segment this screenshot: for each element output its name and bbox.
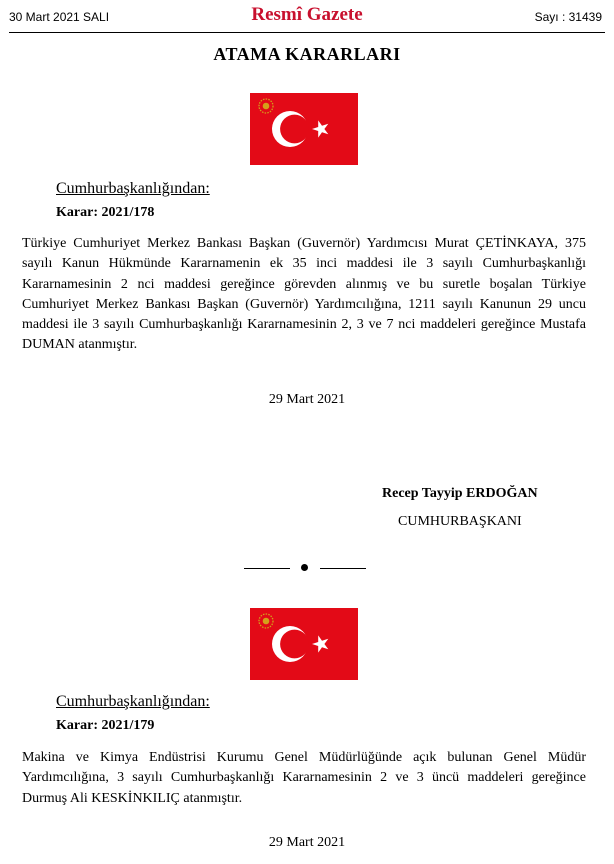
decision-2-number: Karar: 2021/179 [56,718,155,733]
decision-2-body: Makina ve Kimya Endüstrisi Kurumu Genel Müdürlüğünde açık bulunan Genel Müdür Yardımcılığına, 3 sayılı Cumhurbaşkanlığı Kararnamesinin 2 ve 3 üncü maddeleri gereğince Durmuş Ali KESKİNKILIÇ atanmıştır. [22,750,586,806]
decision-1-date: 29 Mart 2021 [268,392,346,407]
decision-1-body: Türkiye Cumhuriyet Merkez Bankası Başkan (Guvernör) Yardımcısı Murat ÇETİNKAYA, 375 sayılı Kanun Hükmünde Kararnamenin ek 35 inci maddesi ile 3 sayılı Cumhurbaşkanlığı Kararnamesinin 2 nci maddesi gereğince görevden alınmış ve bu suretle boşalan Türkiye Cumhuriyet Merkez Bankası Başkan (Guvernör) Yardımcılığına, 1211 sayılı Kanunun 29 uncu maddesi ile 3 sayılı Cumhurbaşkanlığı Kararnamesinin 2, 3 ve 7 nci maddeleri gereğince Mustafa DUMAN atanmıştır. [22,236,586,353]
separator-line-left [244,568,290,569]
decision-1-number: Karar: 2021/178 [56,205,155,220]
header-date: 30 Mart 2021 SALI [9,10,110,24]
separator [244,563,366,573]
gazette-title: Resmî Gazete [251,4,363,25]
signature-name: Recep Tayyip ERDOĞAN [382,486,538,501]
turkish-flag-icon [250,608,358,680]
separator-line-right [320,568,366,569]
signature-title: CUMHURBAŞKANI [398,514,522,529]
decision-1-issuer: Cumhurbaşkanlığından: [56,180,210,197]
header-issue-number: Sayı : 31439 [534,10,602,24]
turkish-flag-icon [250,93,358,165]
section-title: ATAMA KARARLARI [213,44,401,64]
header-divider [9,32,605,33]
separator-dot-icon [301,564,308,571]
decision-2-issuer: Cumhurbaşkanlığından: [56,693,210,710]
decision-2-date: 29 Mart 2021 [268,835,346,850]
page-header [0,0,614,30]
